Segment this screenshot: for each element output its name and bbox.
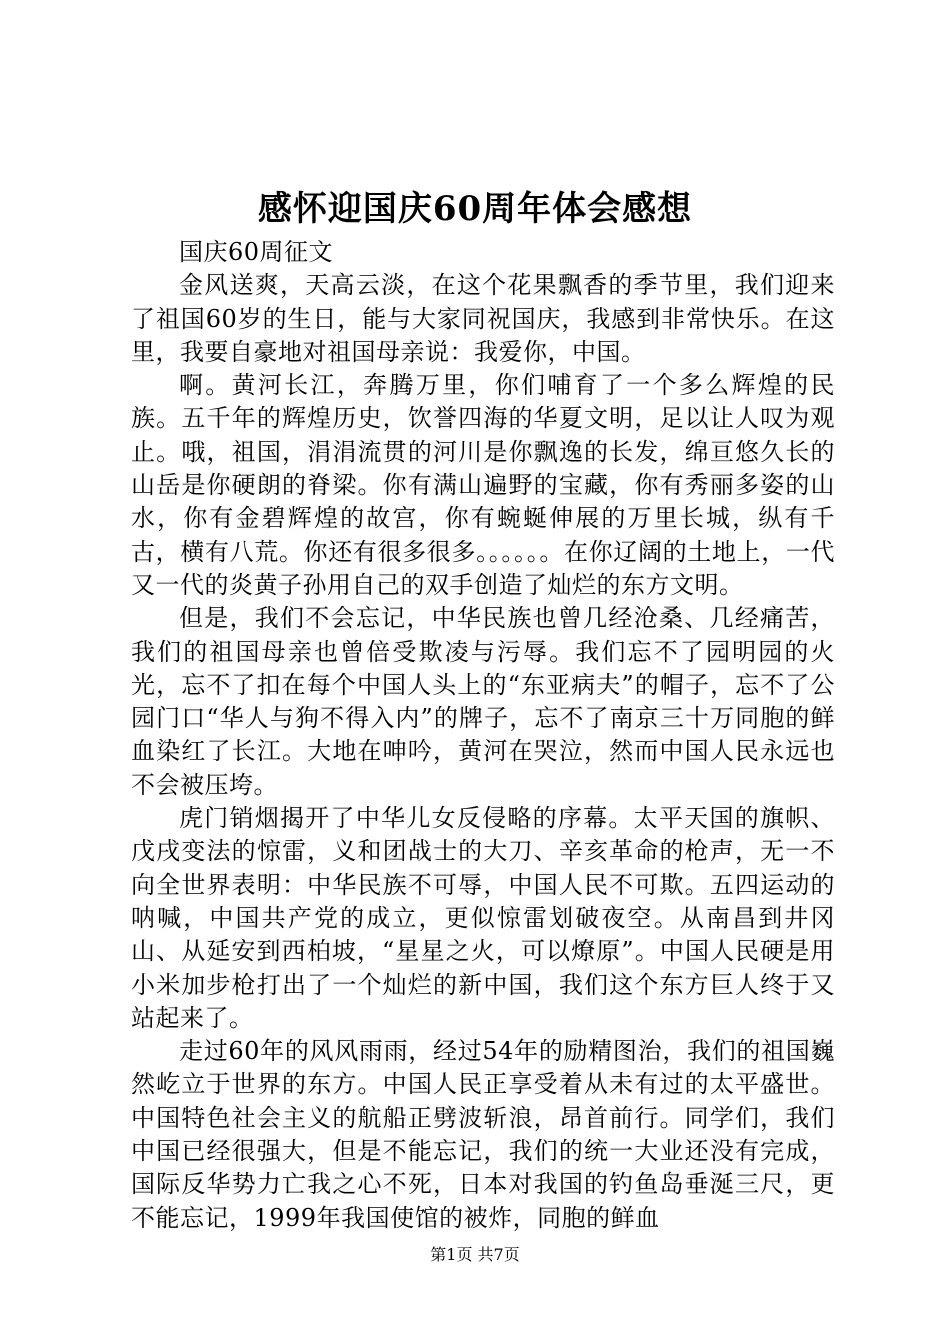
document-body	[131, 236, 835, 1235]
paragraph: 走过60年的风风雨雨，经过54年的励精图治，我们的祖国巍然屹立于世界的东方。中国人民正享受着从未有过的太平盛世。中国特色社会主义的航船正劈波斩浪，昂首前行。同学们，我们中国已经很强大，但是不能忘记，我们的统一大业还没有完成，国际反华势力亡我之心不死，日本对我国的钓鱼岛垂涎三尺，更不能忘记，1999年我国使馆的被炸，同胞的鲜血	[131, 1037, 835, 1232]
page-number-footer: 第1页 共7页	[430, 1245, 520, 1264]
paragraph: 金风送爽，天高云淡，在这个花果飘香的季节里，我们迎来了祖国60岁的生日，能与大家同祝国庆，我感到非常快乐。在这里，我要自豪地对祖国母亲说：我爱你，中国。	[131, 271, 835, 366]
document-title: 感怀迎国庆60周年体会感想	[257, 189, 693, 229]
paragraph: 但是，我们不会忘记，中华民族也曾几经沧桑、几经痛苦，我们的祖国母亲也曾倍受欺凌与污辱。我们忘不了园明园的火光，忘不了扣在每个中国人头上的“东亚病夫”的帽子，忘不了公园门口“华人与狗不得入内”的牌子，忘不了南京三十万同胞的鲜血染红了长江。大地在呻吟，黄河在哭泣，然而中国人民永远也不会被压垮。	[131, 604, 835, 799]
paragraph: 啊。黄河长江，奔腾万里，你们哺育了一个多么辉煌的民族。五千年的辉煌历史，饮誉四海的华夏文明，足以让人叹为观止。哦，祖国，涓涓流贯的河川是你飘逸的长发，绵亘悠久长的山岳是你硬朗的脊梁。你有满山遍野的宝藏，你有秀丽多姿的山水，你有金碧辉煌的故宫，你有蜿蜒伸展的万里长城，纵有千古，横有八荒。你还有很多很多。。。。。。在你辽阔的土地上，一代又一代的炎黄子孙用自己的双手创造了灿烂的东方文明。	[131, 371, 835, 599]
paragraph: 虎门销烟揭开了中华儿女反侵略的序幕。太平天国的旗帜、戊戌变法的惊雷，义和团战士的大刀、辛亥革命的枪声，无一不向全世界表明：中华民族不可辱，中国人民不可欺。五四运动的呐喊，中国共产党的成立，更似惊雷划破夜空。从南昌到井冈山、从延安到西柏坡，“星星之火，可以燎原”。中国人民硬是用小米加步枪打出了一个灿烂的新中国，我们这个东方巨人终于又站起来了。	[131, 804, 835, 1032]
subtitle-line: 国庆60周征文	[179, 238, 334, 266]
